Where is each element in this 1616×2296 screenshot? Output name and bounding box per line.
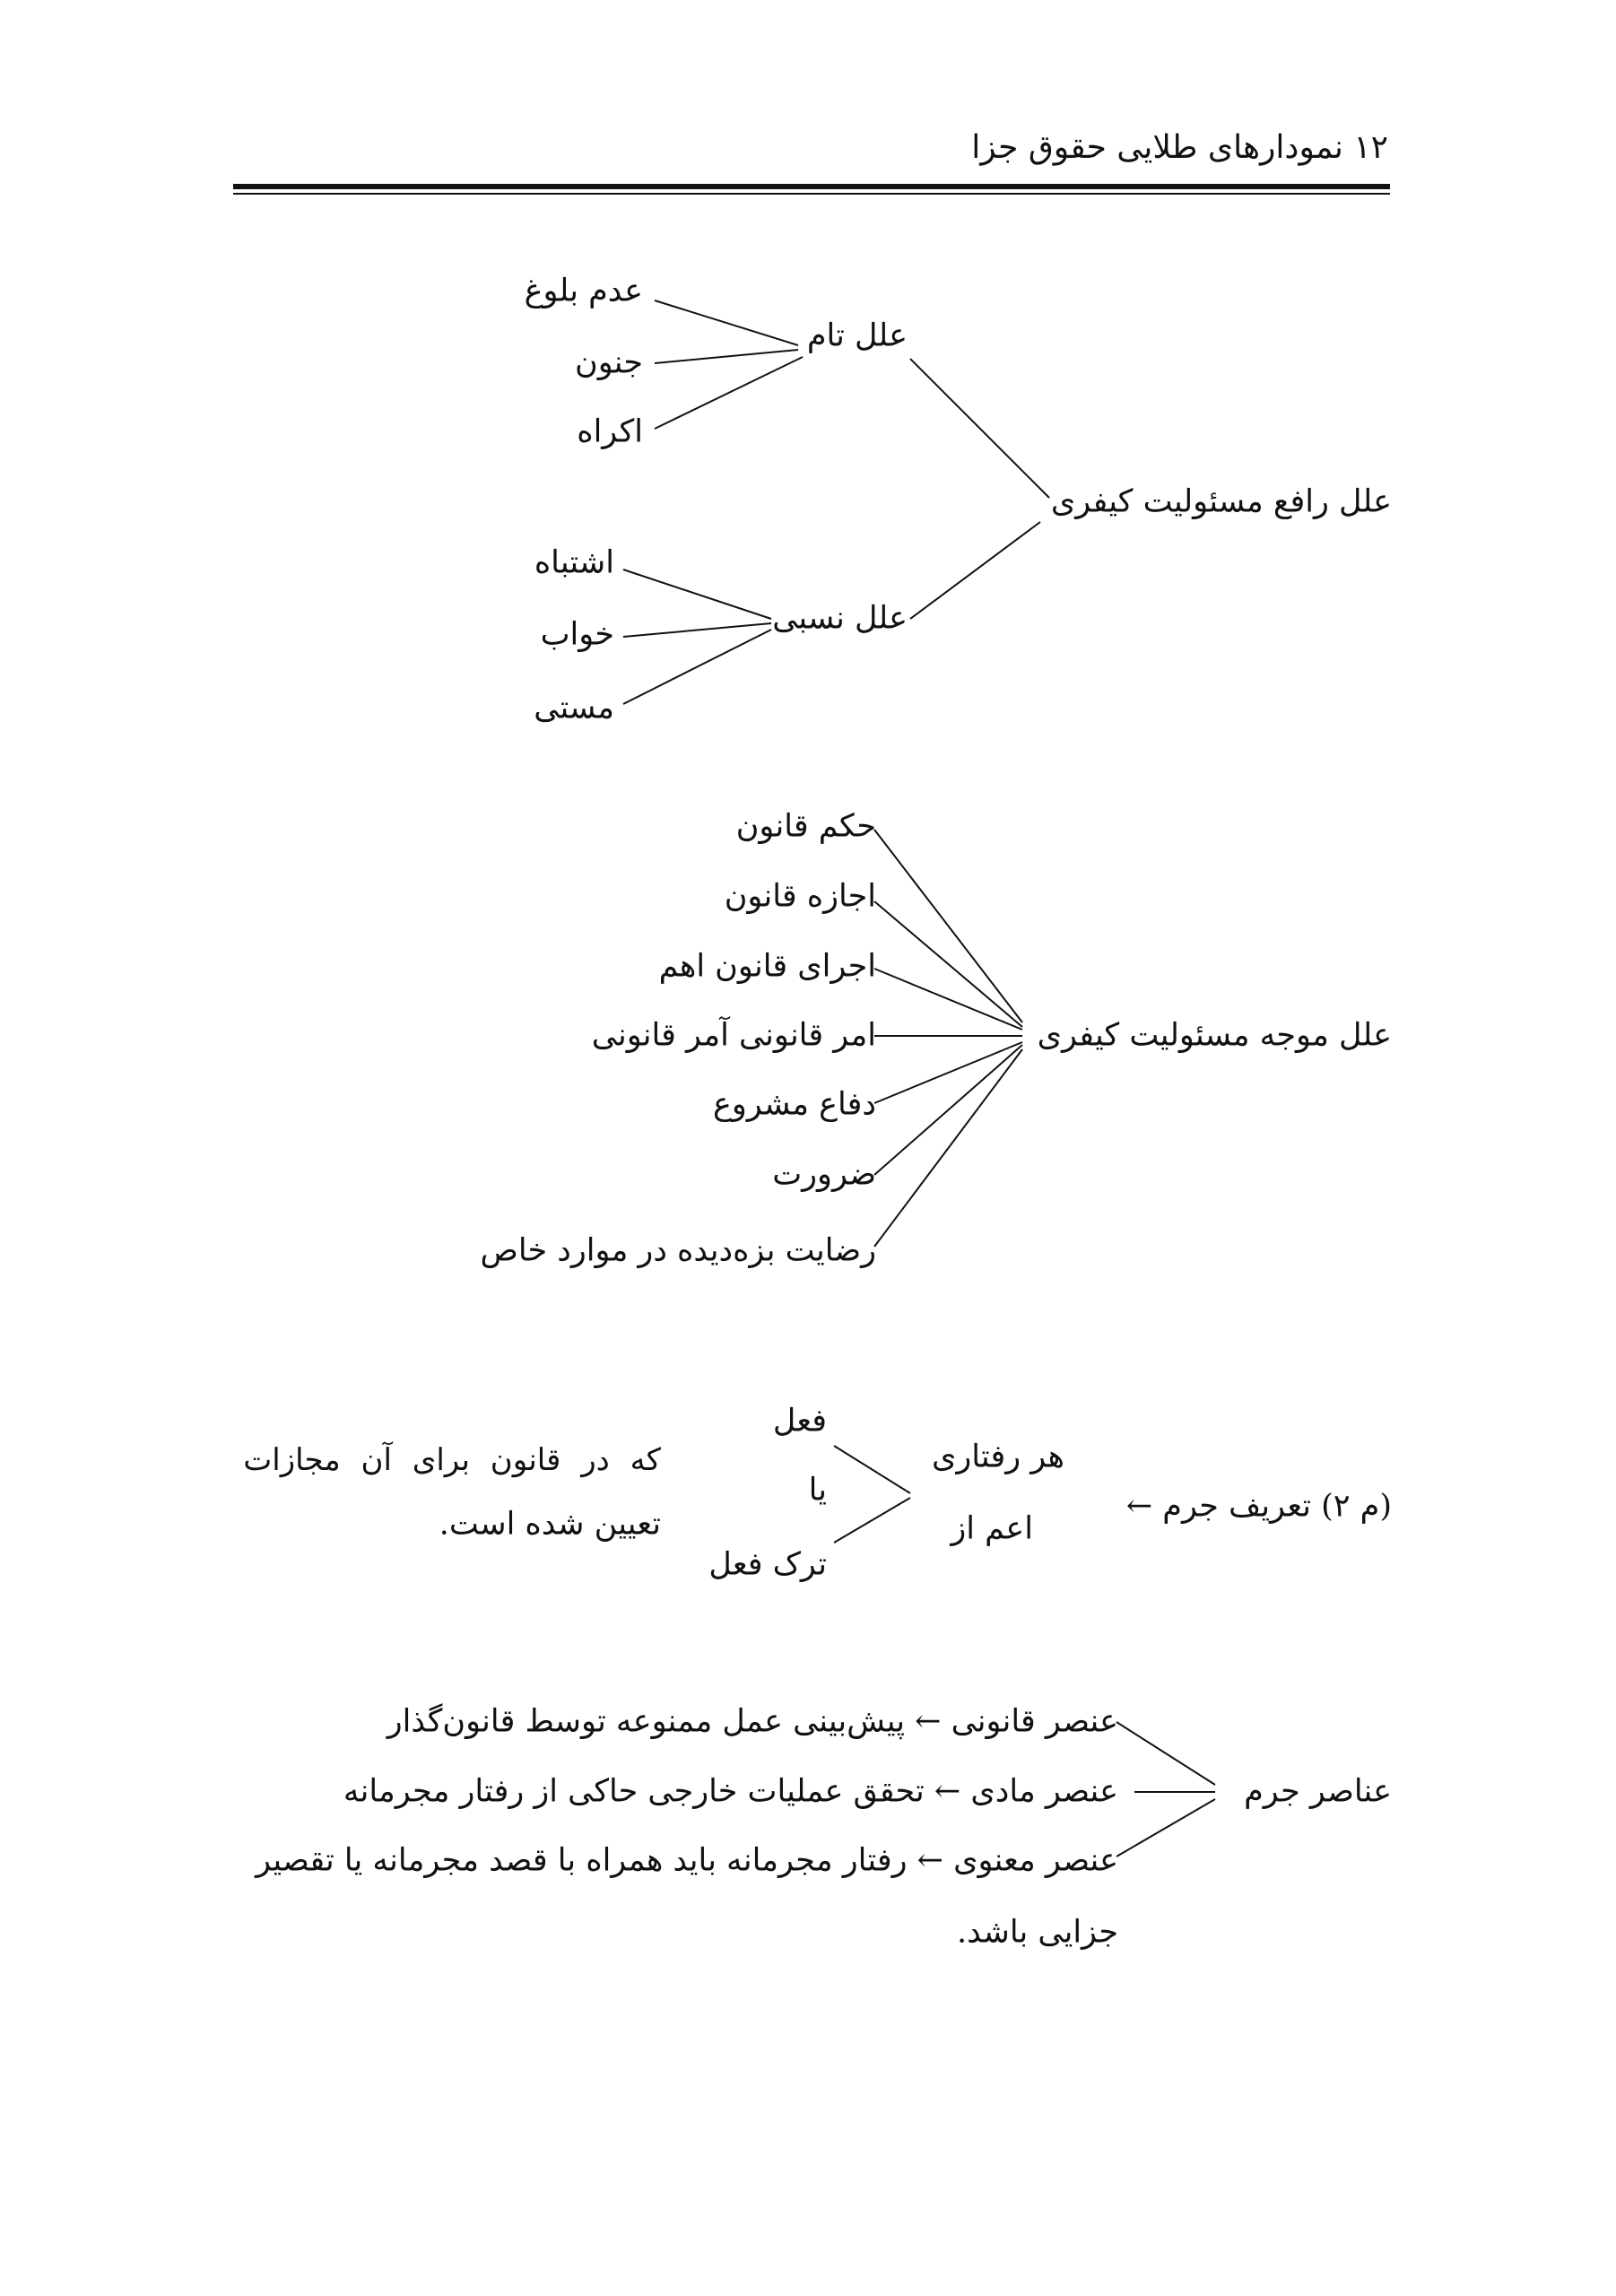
diagram2-item-3: اجرای قانون اهم <box>658 948 876 985</box>
connector-tam-root <box>910 359 1049 498</box>
connector-fel <box>834 1446 910 1493</box>
diagram2-root: علل موجه مسئولیت کیفری <box>1037 1017 1392 1054</box>
diagram4-root: عناصر جرم <box>1244 1773 1392 1810</box>
diagram1-group-total: علل تام <box>806 317 908 354</box>
connector-item-2 <box>874 901 1022 1027</box>
diagram1-relative-item-2: خواب <box>540 616 614 653</box>
diagram2-item-7: رضایت بزه‌دیده در موارد خاص <box>480 1232 876 1269</box>
connector-nesbi-root <box>910 522 1040 619</box>
connector-item-7 <box>874 1049 1022 1247</box>
page-header-title: ۱۲ نمودارهای طلایی حقوق جزا <box>971 129 1388 166</box>
connector-masti <box>623 630 771 704</box>
diagram4-item-1: عنصر قانونی ← پیش‌بینی عمل ممنوعه توسط قانون‌گذار <box>387 1703 1118 1740</box>
connector-tark-fel <box>834 1498 910 1543</box>
diagram3-root: (م ۲) تعریف جرم ← <box>1125 1488 1392 1525</box>
diagram3-middle-line2: اعم از <box>951 1510 1033 1547</box>
connector-jonun <box>655 350 798 363</box>
diagram4-continuation: جزایی باشد. <box>957 1914 1118 1951</box>
diagram1-relative-item-1: اشتباه <box>534 544 614 581</box>
connector-onsor-manavi <box>1116 1799 1215 1857</box>
connector-adam-bolugh <box>655 300 798 345</box>
connector-eshtebah <box>623 570 771 619</box>
connector-item-3 <box>874 969 1022 1030</box>
connector-onsor-ghanuni <box>1116 1722 1215 1785</box>
diagram1-total-item-3: اکراه <box>577 413 643 450</box>
diagram4-item-3: عنصر معنوی ← رفتار مجرمانه باید همراه با قصد مجرمانه یا تقصیر <box>256 1842 1118 1879</box>
diagram3-act: فعل <box>772 1403 827 1439</box>
diagram1-root: علل رافع مسئولیت کیفری <box>1050 483 1392 520</box>
diagram2-item-1: حکم قانون <box>735 808 876 845</box>
diagram3-middle-line1: هر رفتاری <box>931 1439 1064 1475</box>
diagram2-item-6: ضرورت <box>772 1156 876 1193</box>
diagram1-relative-item-3: مستی <box>534 690 614 726</box>
diagram3-tail-line1: که در قانون برای آن مجازات <box>243 1442 661 1478</box>
connector-item-1 <box>874 830 1022 1022</box>
connector-ekrah <box>655 357 803 429</box>
diagram1-group-relative: علل نسبی <box>772 600 908 637</box>
diagram3-or: یا <box>808 1472 827 1509</box>
connector-item-6 <box>874 1045 1022 1175</box>
connector-item-5 <box>874 1042 1022 1103</box>
connector-khab <box>623 623 771 637</box>
diagram2-item-5: دفاع مشروع <box>712 1086 876 1123</box>
diagram1-total-item-1: عدم بلوغ <box>524 273 643 309</box>
diagram2-item-4: امر قانونی آمر قانونی <box>591 1017 876 1054</box>
diagram2-item-2: اجازه قانون <box>724 878 876 915</box>
diagram3-omission: ترک فعل <box>708 1546 827 1583</box>
diagram4-item-2: عنصر مادی ← تحقق عملیات خارجی حاکی از رفتار مجرمانه <box>343 1773 1118 1810</box>
diagram1-total-item-2: جنون <box>575 344 643 381</box>
diagram3-tail-line2: تعیین شده است. <box>439 1506 661 1543</box>
